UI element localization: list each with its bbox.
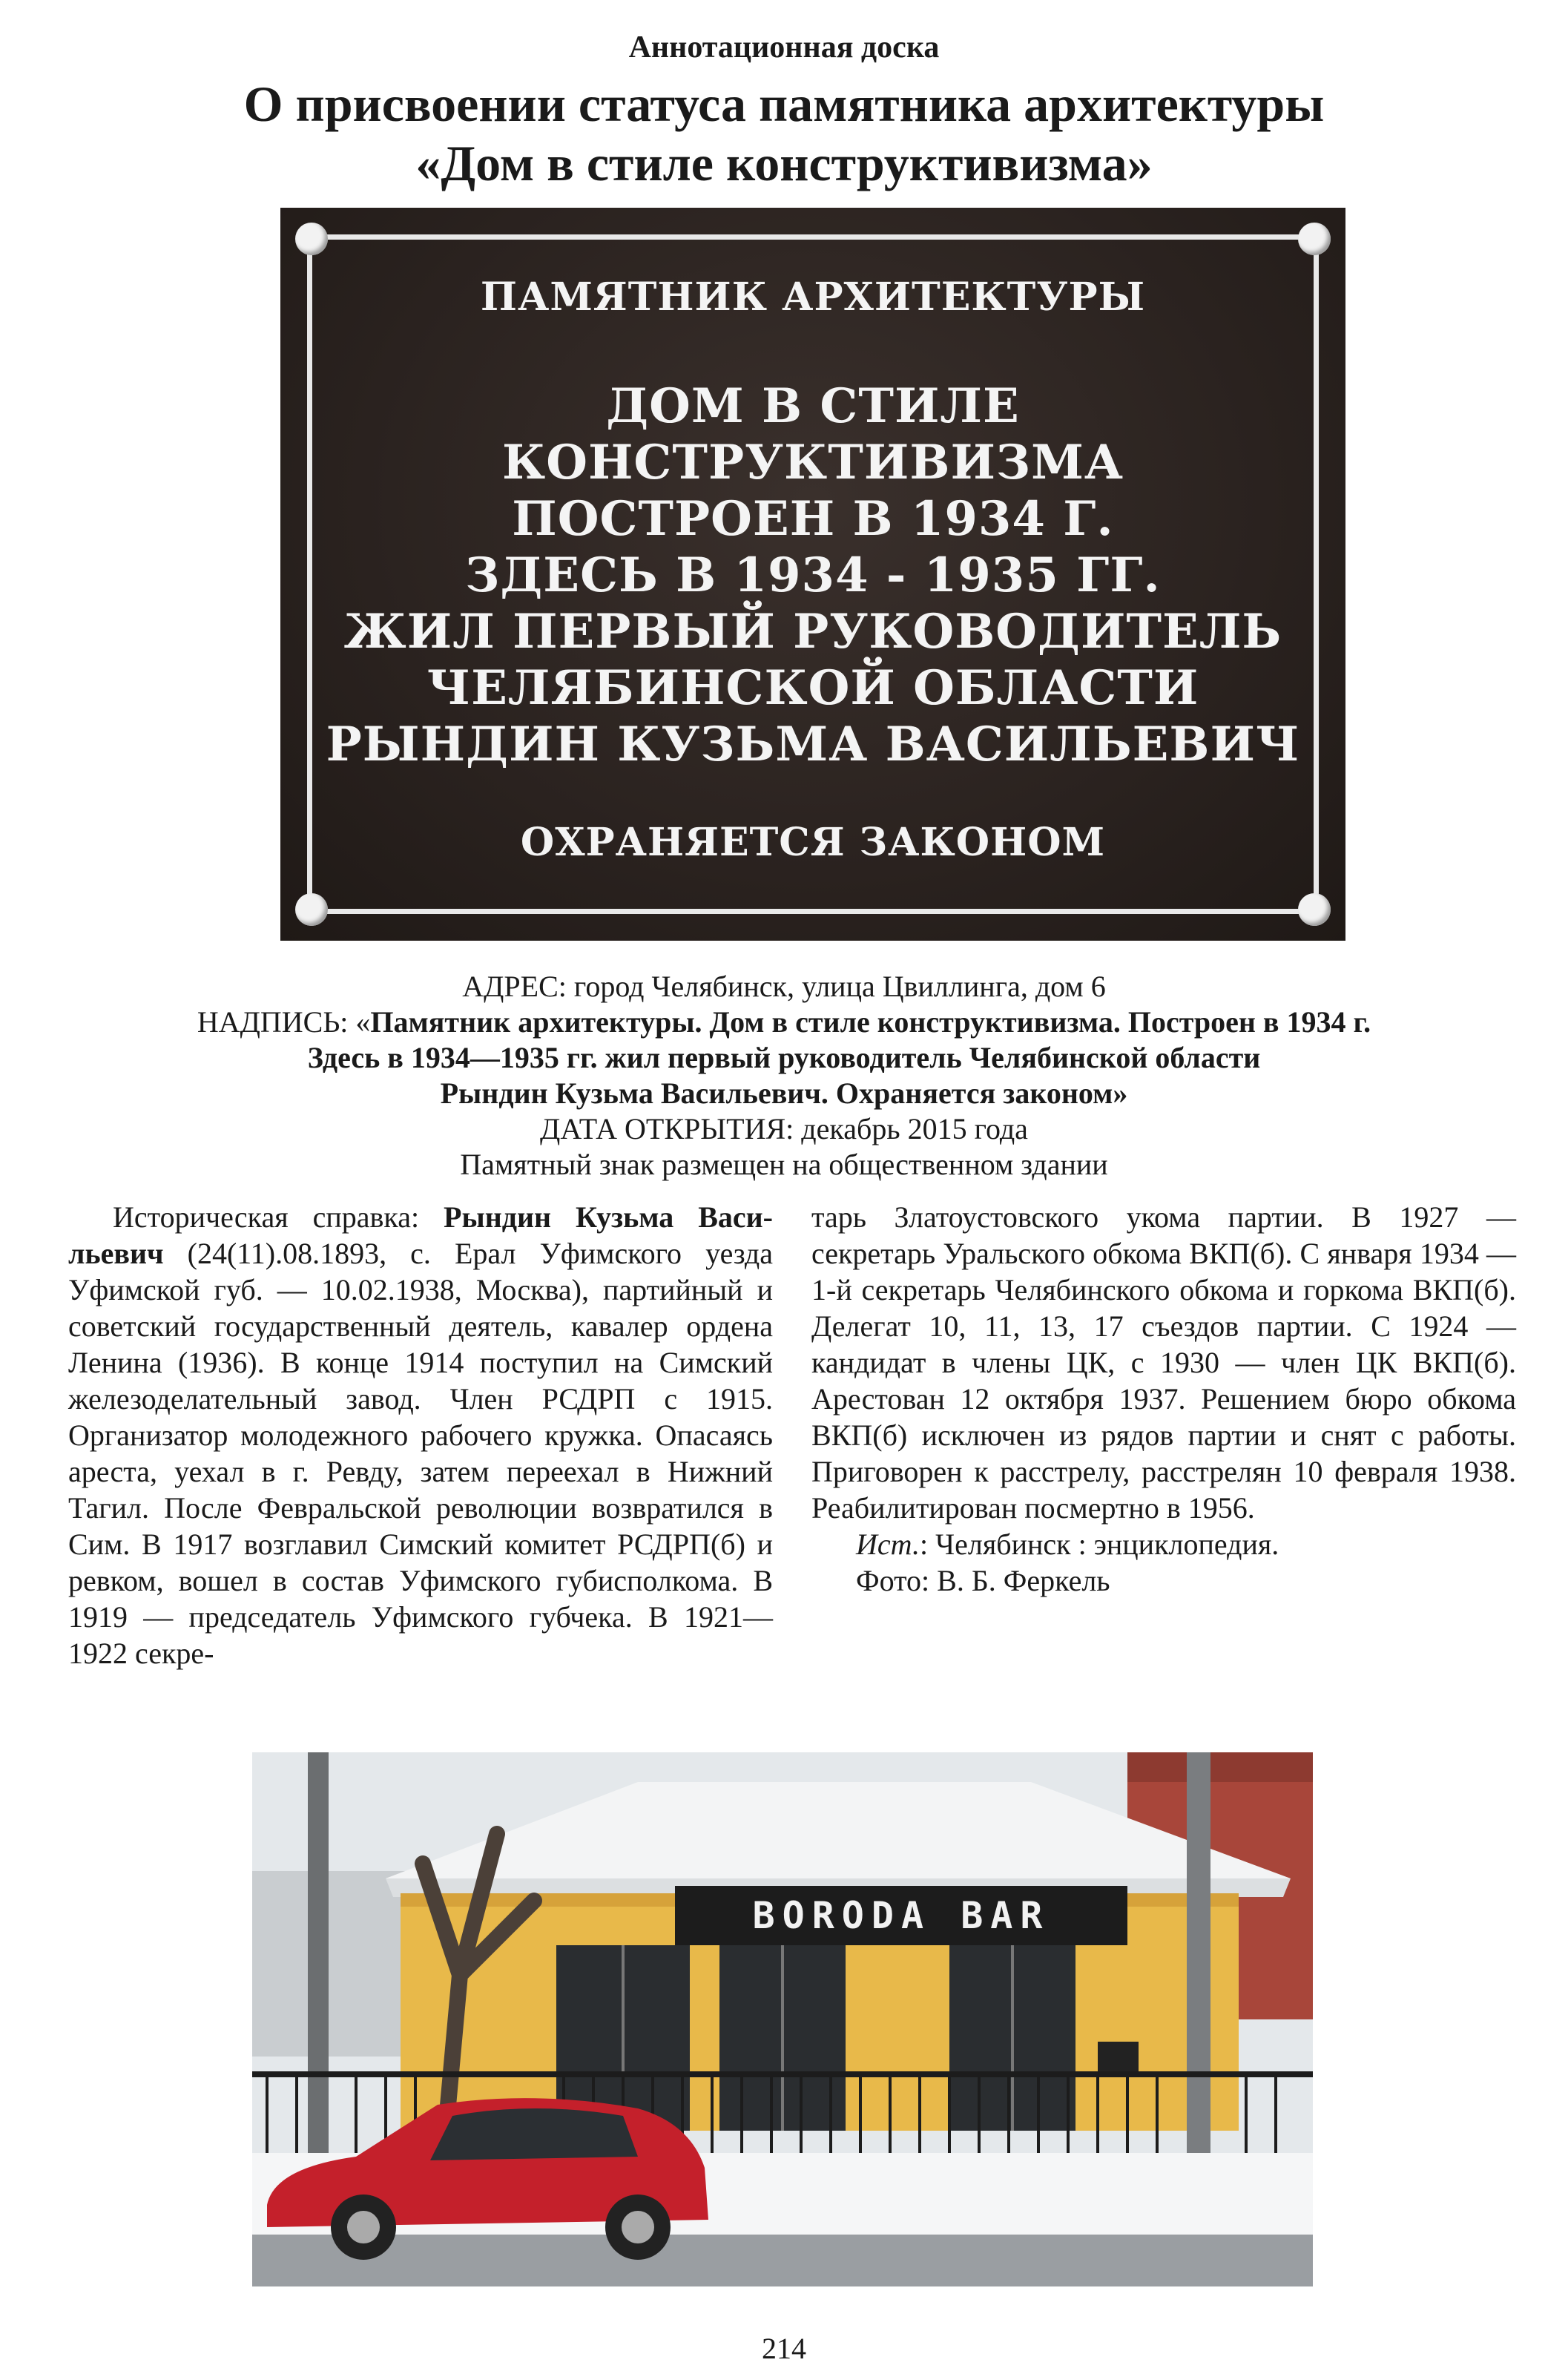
source-line bbox=[811, 1526, 1516, 1562]
history-text-left: (24(11).08.1893, с. Ерал Уфимского уезда Уфимской губ. — 10.02.1938, Москва), партийный и советский государственный деятель, кавалер ордена Ленина (1936). В конце 1914 поступил на Симский железоделательный завод. Член РСДРП с 1915. Организатор молодежного рабочего кружка. Опасаясь ареста, уехал в г. Ревду, затем переехал в Нижний Тагил. После Февральской революции возвратился в Сим. В 1917 возглавил Симский комитет РСДРП(б) и ревком, вошел в состав Уфимского губисполкома. В 1919 — председатель Уфимского губчека. В 1921—1922 секре- bbox=[68, 1237, 773, 1670]
address-label: АДРЕС: bbox=[462, 970, 567, 1003]
building-photo-illustration bbox=[252, 1752, 1313, 2286]
inscription-text: Памятник архитектуры. Дом в стиле конструктивизма. Построен в 1934 г. bbox=[370, 1005, 1371, 1039]
inscription-line-2 bbox=[0, 1040, 1568, 1076]
inscription-line-3 bbox=[0, 1076, 1568, 1111]
history-text-right: тарь Златоустовского укома партии. В 1927 — секретарь Уральского обкома ВКП(б). С января 1934 — 1-й секретарь Челябинского обкома и горкома ВКП(б). Делегат 10, 11, 13, 17 съездов партии. С 1924 — кандидат в члены ЦК, с 1930 — член ЦК ВКП(б). Арестован 12 октября 1937. Решением бюро обкома ВКП(б) исключен из рядов партии и снят с работы. Приговорен к расстрелу, расстрелян 10 февраля 1938. Реабилитирован посмертно в 1956. bbox=[811, 1200, 1516, 1525]
plaque-line: КОНСТРУКТИВИЗМА bbox=[501, 435, 1124, 490]
inscription-text: Здесь в 1934—1935 гг. жил первый руководитель Челябинской области bbox=[307, 1041, 1261, 1074]
plaque-line: ПОСТРОЕН В 1934 Г. bbox=[512, 491, 1114, 547]
address-value: город Челябинск, улица Цвиллинга, дом 6 bbox=[566, 970, 1106, 1003]
plaque-line: ЗДЕСЬ В 1934 - 1935 ГГ. bbox=[465, 548, 1161, 603]
building-photo bbox=[252, 1752, 1313, 2286]
opening-date-line bbox=[0, 1111, 1568, 1147]
title-line-1: О присвоении статуса памятника архитектуры bbox=[243, 76, 1325, 132]
address-line bbox=[0, 969, 1568, 1005]
plaque-heading: ПАМЯТНИК АРХИТЕКТУРЫ bbox=[480, 274, 1146, 320]
placement-note: Памятный знак размещен на общественном здании bbox=[460, 1148, 1108, 1181]
page-title bbox=[0, 74, 1568, 193]
sign-text: BORODA BAR bbox=[752, 1894, 1050, 1937]
plaque-line: РЫНДИН КУЗЬМА ВАСИЛЬЕВИЧ bbox=[326, 717, 1300, 772]
plaque-body bbox=[280, 378, 1345, 773]
source-value: : Челябинск : энциклопедия. bbox=[920, 1528, 1279, 1561]
source-label: Ист. bbox=[856, 1528, 920, 1561]
section-kicker: Аннотационная доска bbox=[628, 30, 940, 65]
screw-icon bbox=[1298, 223, 1331, 255]
history-left-column bbox=[68, 1199, 773, 1671]
opening-label: ДАТА ОТКРЫТИЯ: bbox=[540, 1112, 794, 1145]
history-right-column bbox=[811, 1199, 1516, 1599]
title-line-2: «Дом в стиле конструктивизма» bbox=[415, 135, 1153, 191]
person-name: Рындин Кузьма Васи-льевич bbox=[68, 1200, 773, 1270]
opening-value: декабрь 2015 года bbox=[794, 1112, 1028, 1145]
plaque-line: ЧЕЛЯБИНСКОЙ ОБЛАСТИ bbox=[426, 660, 1199, 716]
plaque-photo bbox=[280, 208, 1345, 941]
history-intro-label: Историческая справка: bbox=[113, 1200, 444, 1234]
inscription-line-1 bbox=[0, 1005, 1568, 1040]
screw-icon bbox=[1298, 893, 1331, 926]
photo-credit: Фото: В. Б. Феркель bbox=[856, 1564, 1110, 1597]
inscription-label: НАДПИСЬ: « bbox=[197, 1005, 371, 1039]
plaque-line: ЖИЛ ПЕРВЫЙ РУКОВОДИТЕЛЬ bbox=[343, 604, 1282, 660]
screw-icon bbox=[295, 893, 328, 926]
plaque-footer: ОХРАНЯЕТСЯ ЗАКОНОМ bbox=[520, 820, 1106, 865]
inscription-text: Рындин Кузьма Васильевич. Охраняется законом» bbox=[440, 1076, 1128, 1110]
page-number: 214 bbox=[762, 2332, 806, 2365]
screw-icon bbox=[295, 223, 328, 255]
plaque-line: ДОМ В СТИЛЕ bbox=[606, 378, 1020, 434]
